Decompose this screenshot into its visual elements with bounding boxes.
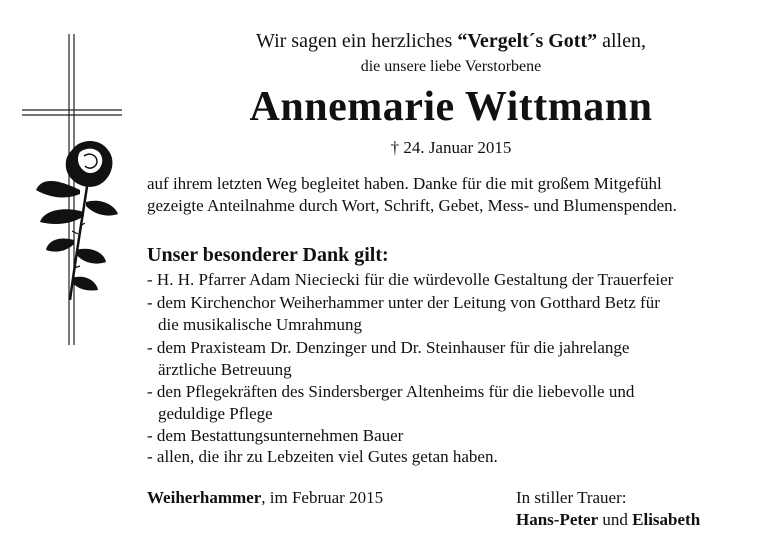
- deceased-name: Annemarie Wittmann: [249, 84, 653, 130]
- thanks-item: ärztliche Betreuung: [158, 360, 292, 379]
- thanks-pre: Wir sagen ein herzliches: [256, 30, 458, 52]
- cross-rose-illustration: [0, 0, 140, 360]
- death-date: † 24. Januar 2015: [390, 138, 512, 157]
- thanks-item: - H. H. Pfarrer Adam Nieciecki für die würdevolle Gestaltung der Trauerfeier: [147, 270, 674, 289]
- thanks-post: allen,: [597, 30, 646, 52]
- thanks-item: - allen, die ihr zu Lebzeiten viel Gutes getan haben.: [147, 447, 498, 466]
- body-line-2: gezeigte Anteilnahme durch Wort, Schrift, Gebet, Mess- und Blumenspenden.: [147, 196, 677, 215]
- thanks-line: [0, 29, 774, 53]
- body-line-1: auf ihrem letzten Weg begleitet haben. Danke für die mit großem Mitgefühl: [147, 174, 662, 193]
- mourner-1: Hans-Peter: [516, 510, 599, 529]
- place: Weiherhammer: [147, 488, 262, 507]
- intro-line: die unsere liebe Verstorbene: [360, 58, 542, 75]
- mourner-and: und: [598, 510, 633, 529]
- thanks-item: - dem Praxisteam Dr. Denzinger und Dr. Steinhauser für die jahrelange: [147, 338, 630, 357]
- vergelts-gott: “Vergelt´s Gott”: [457, 30, 598, 52]
- thanks-item: - dem Kirchenchor Weiherhammer unter der Leitung von Gotthard Betz für: [147, 293, 660, 312]
- thanks-item: geduldige Pflege: [158, 404, 273, 423]
- special-thanks-heading: Unser besonderer Dank gilt:: [147, 244, 389, 266]
- rose-icon: [36, 141, 118, 300]
- place-date: [147, 487, 383, 508]
- mourners: [516, 509, 700, 530]
- mourner-2: Elisabeth: [632, 510, 701, 529]
- thanks-item: die musikalische Umrahmung: [158, 315, 362, 334]
- thanks-item: - dem Bestattungsunternehmen Bauer: [147, 426, 404, 445]
- thanks-item: - den Pflegekräften des Sindersberger Altenheims für die liebevolle und: [147, 382, 635, 401]
- sign-date: , im Februar 2015: [261, 488, 384, 507]
- mourning-label: In stiller Trauer:: [516, 488, 627, 507]
